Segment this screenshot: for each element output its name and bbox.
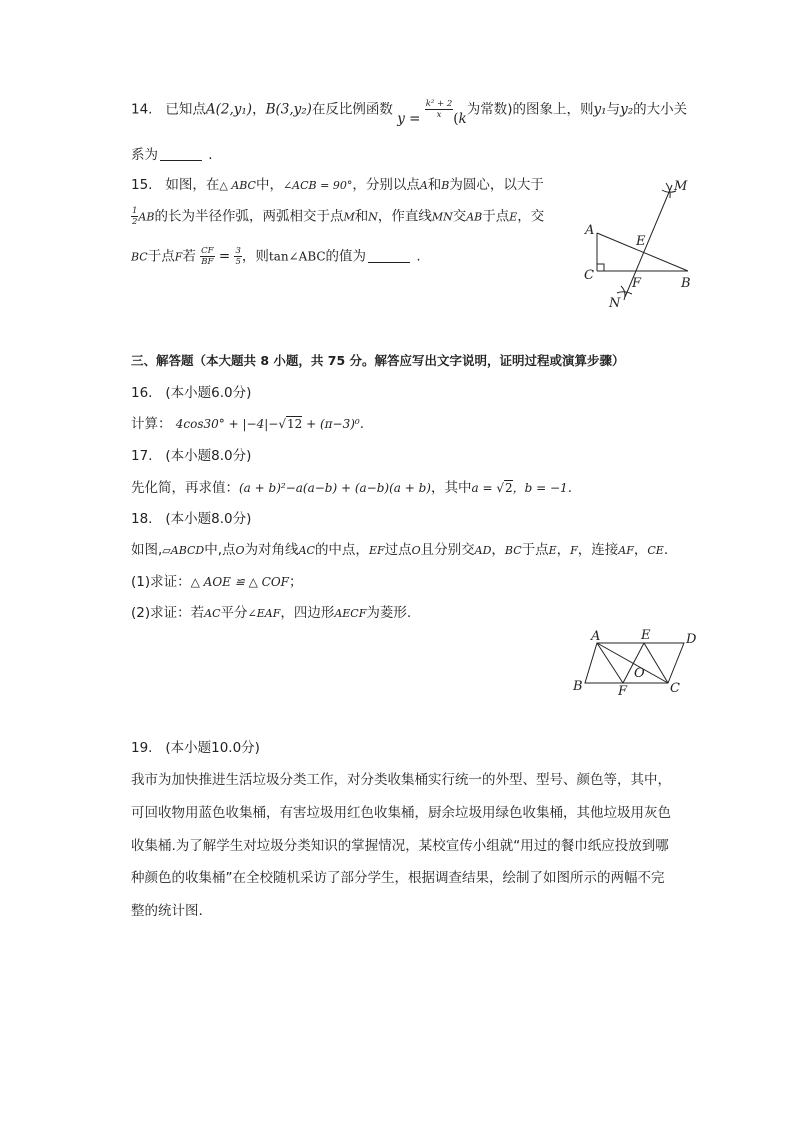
expr: 4cos30° + |−4|− [175, 417, 279, 431]
fig15-label-n: N [609, 296, 621, 311]
q16-body [131, 414, 364, 434]
figure-q15 [570, 175, 700, 315]
point-o: O [235, 544, 245, 557]
q16-number: 16. [131, 385, 153, 401]
text: 于点 [521, 542, 549, 558]
text: ，连接 [577, 542, 619, 558]
q19-line: 我市为加快推进生活垃圾分类工作，对分类收集桶实行统一的外型、型号、颜色等，其中， [131, 772, 671, 788]
text: 中,点 [204, 542, 236, 558]
q14-line1 [131, 99, 688, 127]
text: 计算： [131, 416, 172, 432]
fig18-label-o: O [634, 666, 645, 681]
triangle-abc: △ ABC [219, 179, 256, 192]
q14-line2 [131, 145, 213, 165]
fig18-label-b: B [573, 679, 583, 694]
point-m: M [343, 210, 355, 224]
text: 若 [182, 248, 196, 265]
text: ，四边形 [280, 605, 335, 621]
point-a: A(2,y₁) [205, 101, 253, 118]
q18-part1 [131, 572, 303, 592]
frac-denominator: 5 [235, 257, 241, 267]
segment-bc: BC [504, 544, 522, 557]
q18-header [131, 509, 251, 529]
text: ， [491, 542, 505, 558]
expr: △ AOE ≌ △ COF [190, 575, 290, 589]
q17-header [131, 446, 251, 466]
q17-number: 17. [131, 448, 153, 464]
text: 先化简，再求值： [131, 480, 239, 496]
frac-numerator: k² + 2 [425, 99, 453, 109]
q19-line: 整的统计图. [131, 903, 203, 919]
text: ，交 [517, 208, 545, 225]
text: 如图，在 [165, 177, 220, 193]
text: 中， [255, 177, 283, 193]
q16-score: (本小题6.0分) [165, 385, 252, 401]
text: . [359, 416, 364, 432]
point-n: N [368, 210, 378, 224]
frac-numerator: 3 [235, 246, 241, 256]
parallelogram: ▱ABCD [162, 544, 205, 557]
text: (2)求证：若 [131, 605, 205, 621]
expr: ，b = −1 [512, 481, 568, 495]
var-k: k [458, 110, 467, 127]
expr: a = [471, 481, 497, 495]
text: . [567, 480, 572, 496]
text: 平分 [220, 605, 248, 621]
function-fraction [425, 99, 454, 120]
text: . [416, 248, 421, 265]
text: ( [453, 110, 459, 127]
segment-ce: CE [647, 544, 664, 557]
angle-acb: ∠ACB = 90° [282, 179, 353, 192]
point-a: A [419, 179, 428, 192]
text: 的中点， [314, 542, 369, 558]
var-y2: y₂ [620, 101, 634, 118]
fig15-label-c: C [584, 268, 594, 283]
frac-denominator: x [436, 110, 442, 120]
q15-line2 [131, 206, 544, 228]
q18-score: (本小题8.0分) [165, 511, 252, 527]
fig18-label-a: A [591, 629, 601, 644]
text: 与 [606, 101, 621, 118]
q19-line: 可回收物用蓝色收集桶，有害垃圾用红色收集桶，厨余垃圾用绿色收集桶，其他垃圾用灰色 [131, 805, 671, 821]
tan-expression: tan∠ABC [268, 249, 326, 264]
text: 于点 [482, 208, 510, 225]
text: 且分别交 [420, 542, 475, 558]
fig18-label-f: F [618, 684, 628, 696]
q18-body [131, 540, 668, 561]
text: = [218, 248, 231, 265]
q18-part2 [131, 603, 411, 624]
ratio-fraction [200, 246, 214, 267]
section-heading: 三、解答题（本大题共 8 小题，共 75 分。解答应写出文字说明，证明过程或演算步骤） [131, 353, 625, 368]
line-mn: MN [431, 210, 453, 224]
segment-ab: AB [138, 210, 155, 224]
segment-af: AF [618, 544, 634, 557]
function-lhs: y = [397, 110, 421, 127]
segment-ac: AC [204, 607, 221, 620]
point-e: E [509, 210, 518, 224]
answer-blank[interactable] [368, 248, 410, 263]
quad-aecf: AECF [334, 607, 367, 620]
q17-body [131, 478, 572, 498]
text: ，其中 [430, 480, 472, 496]
fig18-label-e: E [641, 628, 651, 643]
fig18-label-c: C [670, 681, 680, 696]
text: ，则 [241, 248, 269, 265]
radicand: 2 [504, 481, 513, 495]
fig15-label-e: E [636, 234, 646, 249]
sqrt-symbol: √ [278, 417, 286, 431]
expr: + (π−3)⁰ [302, 417, 360, 431]
frac-numerator: 1 [132, 206, 138, 216]
text: 交 [452, 208, 467, 225]
text: 在反比例函数 [311, 101, 393, 118]
q19-line: 收集桶.为了解学生对垃圾分类知识的掌握情况，某校宣传小组就“用过的餐巾纸应投放到哪 [131, 838, 669, 854]
point-e: E [548, 544, 557, 557]
text: 为对角线 [244, 542, 299, 558]
text: 已知点 [165, 101, 206, 118]
segment-ad: AD [474, 544, 492, 557]
text: . [208, 147, 213, 163]
text: 为菱形. [366, 605, 412, 621]
figure-q18 [568, 626, 708, 696]
text: 如图, [131, 542, 163, 558]
point-b: B(3,y₂) [265, 101, 312, 118]
expr: (a + b)²−a(a−b) + (a−b)(a + b) [239, 481, 431, 495]
answer-blank[interactable] [160, 146, 202, 161]
fig15-label-f: F [632, 276, 642, 291]
radicand: 12 [286, 417, 303, 431]
text: (1)求证： [131, 574, 191, 590]
point-f: F [570, 544, 578, 557]
segment-ab: AB [466, 210, 483, 224]
text: ； [289, 574, 303, 590]
frac-denominator: BF [201, 257, 214, 267]
fig18-label-d: D [686, 632, 697, 647]
text: ， [252, 101, 266, 118]
frac-denominator: 2 [132, 217, 138, 227]
q14-number: 14. [131, 101, 153, 118]
frac-numerator: CF [201, 246, 214, 256]
text: 的值为 [325, 248, 367, 265]
text: ，作直线 [377, 208, 432, 225]
text: 的长为半径作弧，两弧相交于点 [154, 208, 344, 225]
q17-score: (本小题8.0分) [165, 448, 252, 464]
text: ，分别以点 [352, 177, 420, 193]
fig15-label-a: A [585, 223, 595, 238]
q19-header [131, 738, 260, 758]
text: 和 [427, 177, 442, 193]
sqrt-symbol: √ [496, 481, 504, 495]
q18-number: 18. [131, 511, 153, 527]
q15-line1 [131, 175, 544, 196]
text: ， [556, 542, 571, 558]
fig15-label-m: M [674, 179, 688, 194]
fig15-label-b: B [681, 276, 691, 291]
text: 于点 [147, 248, 175, 265]
var-y1: y₁ [593, 101, 607, 118]
text: ， [633, 542, 648, 558]
text: . [663, 542, 669, 558]
q19-score: (本小题10.0分) [165, 740, 260, 756]
text: 和 [354, 208, 369, 225]
q19-number: 19. [131, 740, 153, 756]
q16-header [131, 383, 251, 403]
q19-line: 种颜色的收集桶”在全校随机采访了部分学生，根据调查结果，绘制了如图所示的两幅不完 [131, 870, 665, 886]
segment-bc: BC [131, 250, 148, 264]
point-f: F [174, 250, 183, 264]
segment-ef: EF [368, 544, 385, 557]
value-fraction [234, 246, 241, 267]
segment-ac: AC [298, 544, 315, 557]
text: 为圆心，以大于 [449, 177, 544, 193]
angle-eaf: ∠EAF [247, 607, 281, 620]
text: 过点 [384, 542, 412, 558]
text: 系为 [131, 147, 158, 163]
q15-line3 [131, 246, 421, 268]
text: 为常数)的图象上，则 [466, 101, 594, 118]
point-b: B [441, 179, 450, 192]
text: 的大小关 [633, 101, 688, 118]
q15-number: 15. [131, 177, 153, 193]
point-o: O [411, 544, 421, 557]
